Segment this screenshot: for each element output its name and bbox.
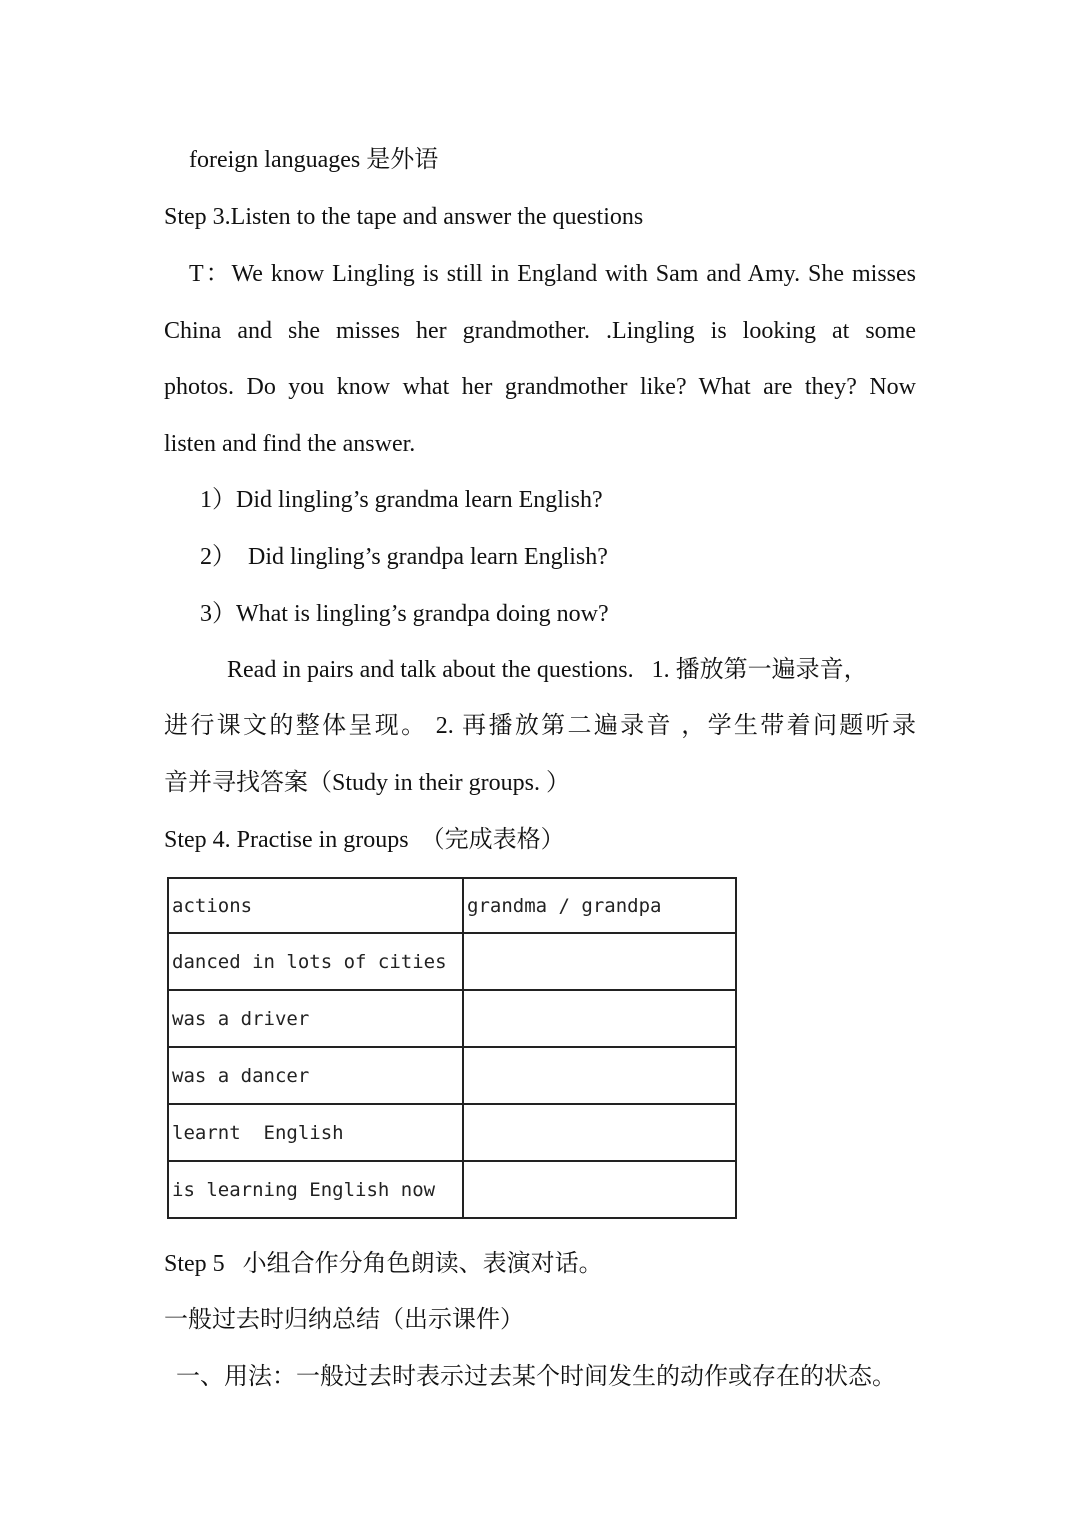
- usage-definition: 一、用法：一般过去时表示过去某个时间发生的动作或存在的状态。: [176, 1364, 896, 1390]
- answer-cell[interactable]: [463, 1047, 736, 1104]
- teacher-text-line-1: T：We know Lingling is still in England with Sam and Amy. She misses: [189, 261, 916, 287]
- answer-cell[interactable]: [463, 1161, 736, 1218]
- answer-cell[interactable]: [463, 933, 736, 990]
- table-row: [168, 1104, 736, 1161]
- header-actions: actions: [168, 878, 463, 933]
- table-header-row: [168, 878, 736, 933]
- paragraph-foreign-languages: foreign languages 是外语: [189, 147, 439, 173]
- step4-heading: Step 4. Practise in groups （完成表格）: [164, 827, 565, 853]
- action-cell: was a driver: [168, 990, 463, 1047]
- action-cell: danced in lots of cities: [168, 933, 463, 990]
- table-row: [168, 933, 736, 990]
- question-2: 2） Did lingling’s grandpa learn English?: [200, 544, 608, 570]
- teacher-text-line-2: China and she misses her grandmother. .Lingling is looking at some: [164, 318, 916, 344]
- answer-cell[interactable]: [463, 990, 736, 1047]
- header-grandma-grandpa: grandma / grandpa: [463, 878, 736, 933]
- answer-cell[interactable]: [463, 1104, 736, 1161]
- action-cell: was a dancer: [168, 1047, 463, 1104]
- step3-heading: Step 3.Listen to the tape and answer the questions: [164, 204, 644, 230]
- read-pairs-line-3: 音并寻找答案（Study in their groups. ）: [164, 770, 570, 796]
- question-1: 1）Did lingling’s grandma learn English?: [200, 487, 603, 513]
- action-cell: learnt English: [168, 1104, 463, 1161]
- table-row: [168, 1047, 736, 1104]
- teacher-text-line-4: listen and find the answer.: [164, 431, 416, 457]
- teacher-text-line-3: photos. Do you know what her grandmother like? What are they? Now: [164, 374, 916, 400]
- action-cell: is learning English now: [168, 1161, 463, 1218]
- question-3: 3）What is lingling’s grandpa doing now?: [200, 601, 609, 627]
- read-pairs-line-2: 进行课文的整体呈现。 2. 再播放第二遍录音 ，学生带着问题听录: [164, 713, 916, 739]
- practice-table: [167, 877, 737, 1219]
- table-row: [168, 990, 736, 1047]
- table-row: [168, 1161, 736, 1218]
- step5-heading: Step 5 小组合作分角色朗读、表演对话。: [164, 1251, 603, 1277]
- read-pairs-line-1: Read in pairs and talk about the questions. 1. 播放第一遍录音，: [227, 657, 868, 683]
- past-tense-summary: 一般过去时归纳总结（出示课件）: [164, 1307, 524, 1333]
